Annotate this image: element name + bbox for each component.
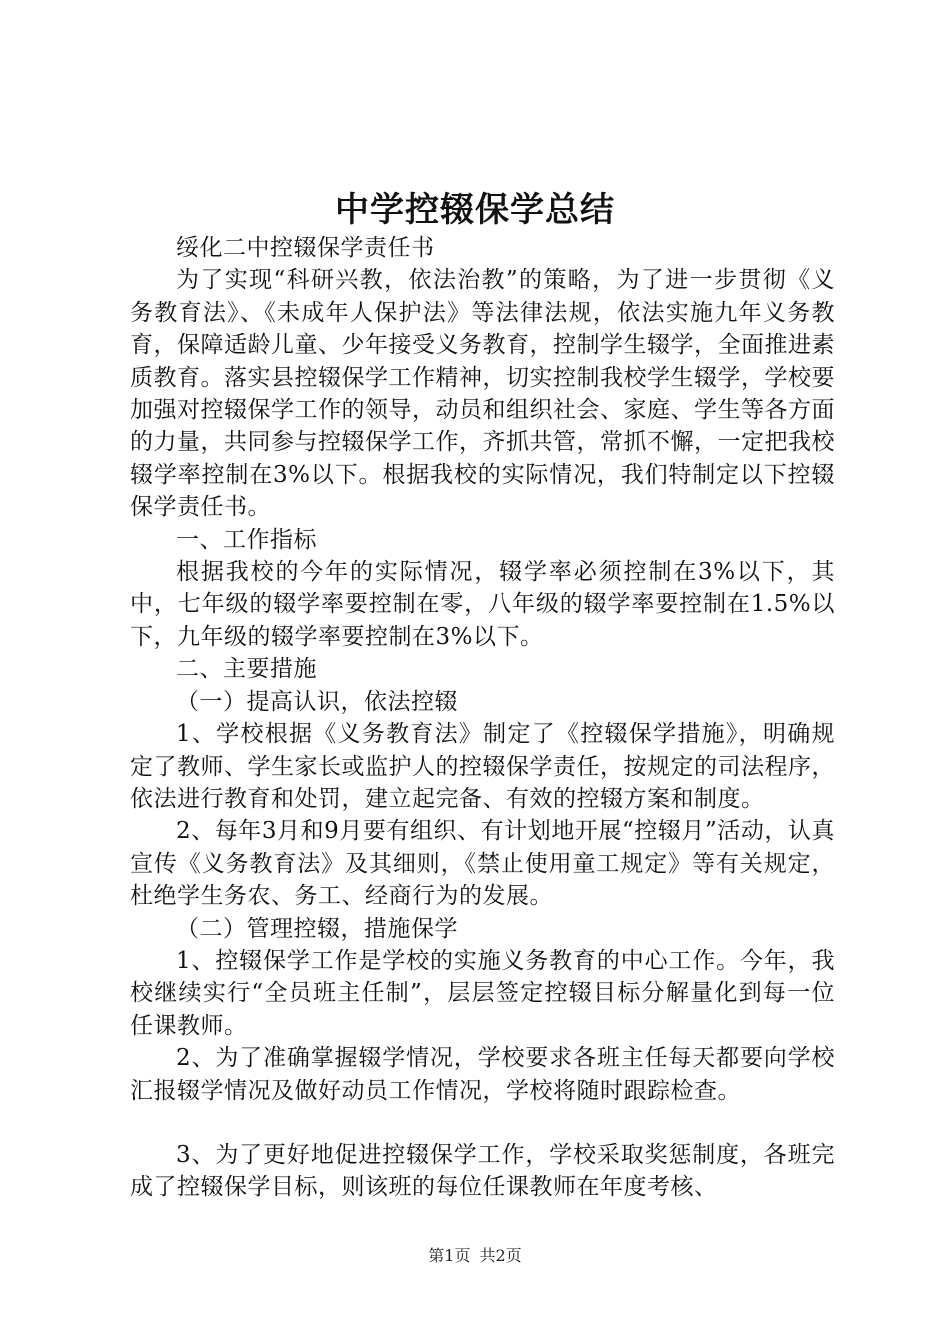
subsection-heading-1: （一）提高认识，依法控辍 <box>176 688 458 715</box>
paragraph-measure-2-3: 3、为了更好地促进控辍保学工作，学校采取奖惩制度，各班完成了控辍保学目标，则该班的每位任课教师在年度考核、 <box>130 1141 835 1201</box>
paragraph-measure-1-1: 1、学校根据《义务教育法》制定了《控辍保学措施》，明确规定了教师、学生家长或监护人的控辍保学责任，按规定的司法程序，依法进行教育和处罚，建立起完备、有效的控辍方案和制度。 <box>130 721 835 812</box>
paragraph-intro: 为了实现“科研兴教，依法治教”的策略，为了进一步贯彻《义务教育法》、《未成年人保护法》等法律法规，依法实施九年义务教育，保障适龄儿童、少年接受义务教育，控制学生辍学，全面推进素质教育。落实县控辍保学工作精神，切实控制我校学生辍学，学校要加强对控辍保学工作的领导，动员和组织社会、家庭、学生等各方面的力量，共同参与控辍保学工作，齐抓共管，常抓不懈，一定把我校辍学率控制在3%以下。根据我校的实际情况，我们特制定以下控辍保学责任书。 <box>130 267 835 521</box>
page-footer <box>0 1243 950 1266</box>
document-body <box>130 232 835 1204</box>
document-title: 中学控辍保学总结 <box>335 190 615 230</box>
paragraph-heading-subtitle: 绥化二中控辍保学责任书 <box>176 235 435 261</box>
subsection-heading-2: （二）管理控辍，措施保学 <box>176 915 458 942</box>
section-heading-main-measures: 二、主要措施 <box>176 656 317 683</box>
section-heading-work-indicators: 一、工作指标 <box>176 526 317 553</box>
page-number: 第1页 <box>428 1246 471 1265</box>
paragraph-measure-1-2: 2、每年3月和9月要有组织、有计划地开展“控辍月”活动，认真宣传《义务教育法》及其细则，《禁止使用童工规定》等有关规定，杜绝学生务农、务工、经商行为的发展。 <box>130 818 835 910</box>
paragraph-measure-2-2: 2、为了准确掌握辍学情况，学校要求各班主任每天都要向学校汇报辍学情况及做好动员工作情况，学校将随时跟踪检查。 <box>130 1045 835 1104</box>
paragraph-indicators: 根据我校的今年的实际情况，辍学率必须控制在3%以下，其中，七年级的辍学率要控制在零，八年级的辍学率要控制在1.5%以下，九年级的辍学率要控制在3%以下。 <box>130 559 835 650</box>
paragraph-measure-2-1: 1、控辍保学工作是学校的实施义务教育的中心工作。今年，我校继续实行“全员班主任制”，层层签定控辍目标分解量化到每一位任课教师。 <box>130 947 835 1039</box>
page-total: 共2页 <box>479 1246 522 1265</box>
